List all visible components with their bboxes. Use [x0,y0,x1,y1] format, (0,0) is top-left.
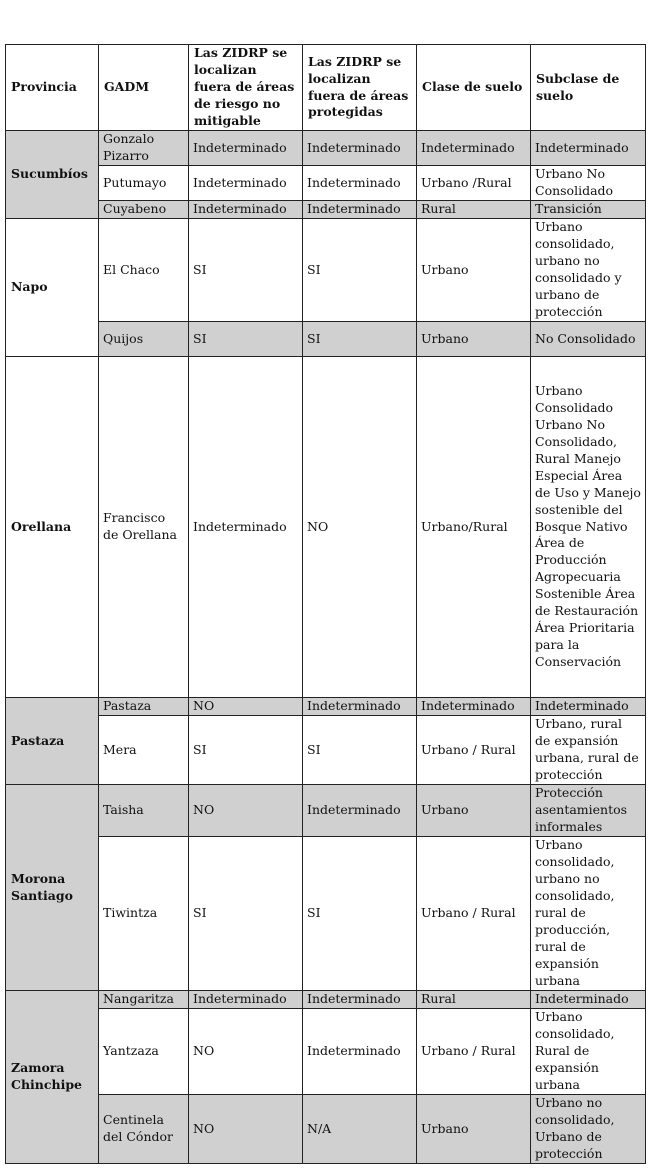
header-protegidas: Las ZIDRP se localizan fuera de áreas protegidas [303,45,417,131]
subclase-cell: Urbano Consolidado Urbano No Consolidado, Rural Manejo Especial Área de Uso y Manejo sostenible del Bosque Nativo Área de Producción Agropecuaria Sostenible Área de Restauración Área Prioritaria para la Conservación [531,357,646,698]
protegidas-cell: Indeterminado [303,1009,417,1095]
table-row [6,131,646,166]
protegidas-cell: SI [303,322,417,357]
gadm-cell: Quijos [99,322,189,357]
table-row [6,357,646,698]
gadm-cell: Yantzaza [99,1009,189,1095]
table-header-row [6,45,646,131]
header-gadm: GADM [99,45,189,131]
clase-cell: Indeterminado [417,698,531,716]
protegidas-cell: Indeterminado [303,991,417,1009]
riesgo-cell: NO [189,1009,303,1095]
table-row [6,991,646,1009]
clase-cell: Rural [417,201,531,219]
table-row [6,785,646,837]
header-subclase: Subclase de suelo [531,45,646,131]
province-cell: Sucumbíos [6,131,99,219]
gadm-cell: Nangaritza [99,991,189,1009]
riesgo-cell: SI [189,322,303,357]
protegidas-cell: SI [303,716,417,785]
riesgo-cell: SI [189,837,303,991]
table-row [6,837,646,991]
subclase-cell: Urbano consolidado, urbano no consolidado y urbano de protección [531,219,646,322]
subclase-cell: Indeterminado [531,991,646,1009]
protegidas-cell: SI [303,219,417,322]
table-row [6,698,646,716]
riesgo-cell: NO [189,785,303,837]
table-row [6,1009,646,1095]
riesgo-cell: SI [189,219,303,322]
subclase-cell: Protección asentamientos informales [531,785,646,837]
clase-cell: Urbano [417,1095,531,1164]
clase-cell: Urbano [417,322,531,357]
riesgo-cell: Indeterminado [189,201,303,219]
subclase-cell: Transición [531,201,646,219]
riesgo-cell: NO [189,698,303,716]
clase-cell: Urbano / Rural [417,716,531,785]
riesgo-cell: SI [189,716,303,785]
zidrp-table [5,44,646,1164]
gadm-cell: El Chaco [99,219,189,322]
gadm-cell: Putumayo [99,166,189,201]
protegidas-cell: Indeterminado [303,785,417,837]
table-row [6,322,646,357]
subclase-cell: Urbano no consolidado, Urbano de protección [531,1095,646,1164]
table-row [6,716,646,785]
table-row [6,201,646,219]
subclase-cell: Indeterminado [531,131,646,166]
riesgo-cell: Indeterminado [189,991,303,1009]
gadm-cell: Centinela del Cóndor [99,1095,189,1164]
header-provincia: Provincia [6,45,99,131]
gadm-cell: Cuyabeno [99,201,189,219]
header-riesgo: Las ZIDRP se localizan fuera de áreas de riesgo no mitigable [189,45,303,131]
clase-cell: Urbano / Rural [417,837,531,991]
header-clase: Clase de suelo [417,45,531,131]
subclase-cell: Urbano No Consolidado [531,166,646,201]
clase-cell: Urbano /Rural [417,166,531,201]
table-row [6,1095,646,1164]
subclase-cell: Indeterminado [531,698,646,716]
protegidas-cell: NO [303,357,417,698]
gadm-cell: Taisha [99,785,189,837]
riesgo-cell: NO [189,1095,303,1164]
gadm-cell: Francisco de Orellana [99,357,189,698]
province-cell: Orellana [6,357,99,698]
document-page [5,44,645,1164]
clase-cell: Indeterminado [417,131,531,166]
gadm-cell: Mera [99,716,189,785]
subclase-cell: Urbano, rural de expansión urbana, rural de protección [531,716,646,785]
clase-cell: Urbano [417,219,531,322]
riesgo-cell: Indeterminado [189,357,303,698]
clase-cell: Urbano/Rural [417,357,531,698]
protegidas-cell: SI [303,837,417,991]
gadm-cell: Pastaza [99,698,189,716]
province-cell: Morona Santiago [6,785,99,991]
clase-cell: Rural [417,991,531,1009]
clase-cell: Urbano / Rural [417,1009,531,1095]
protegidas-cell: Indeterminado [303,131,417,166]
protegidas-cell: Indeterminado [303,698,417,716]
gadm-cell: Gonzalo Pizarro [99,131,189,166]
riesgo-cell: Indeterminado [189,131,303,166]
province-cell: Pastaza [6,698,99,785]
subclase-cell: Urbano consolidado, urbano no consolidado, rural de producción, rural de expansión urbana [531,837,646,991]
protegidas-cell: Indeterminado [303,166,417,201]
protegidas-cell: Indeterminado [303,201,417,219]
gadm-cell: Tiwintza [99,837,189,991]
protegidas-cell: N/A [303,1095,417,1164]
table-row [6,166,646,201]
subclase-cell: Urbano consolidado, Rural de expansión urbana [531,1009,646,1095]
province-cell: Napo [6,219,99,357]
riesgo-cell: Indeterminado [189,166,303,201]
province-cell: Zamora Chinchipe [6,991,99,1164]
subclase-cell: No Consolidado [531,322,646,357]
clase-cell: Urbano [417,785,531,837]
table-row [6,219,646,322]
